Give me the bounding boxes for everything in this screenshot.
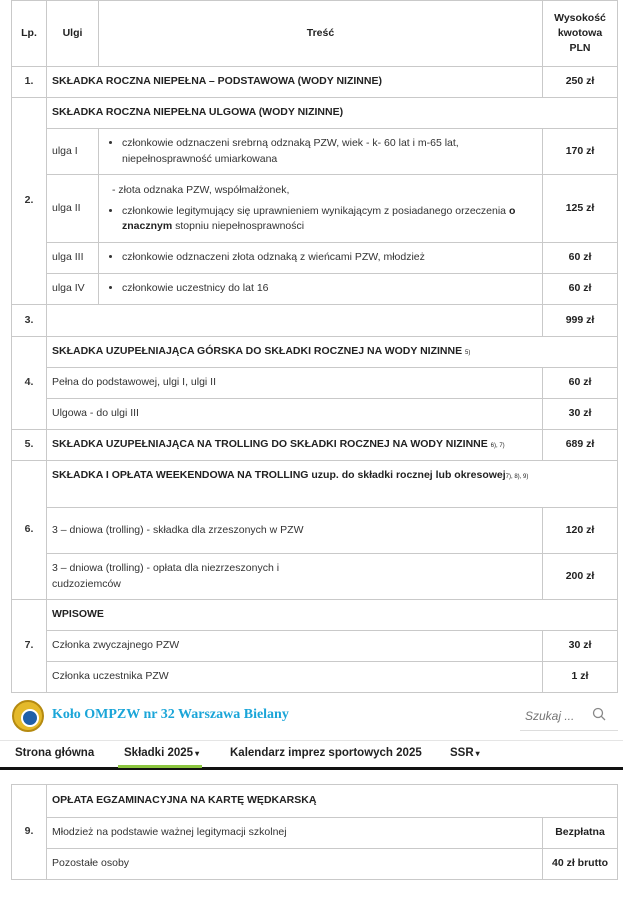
ulga-name: ulga III	[47, 243, 99, 274]
main-nav	[0, 740, 623, 770]
table-row	[12, 554, 618, 600]
ulga-name: ulga IV	[47, 274, 99, 305]
table-row	[12, 129, 618, 175]
table-row	[12, 368, 618, 399]
ulga-bullet: • członkowie odznaczeni złota odznaką z wieńcami PZW, młodzież	[122, 250, 537, 265]
sub-row-text: Pozostałe osoby	[47, 849, 543, 880]
ulga-bullet	[122, 204, 537, 234]
site-header	[0, 694, 623, 790]
nav-item-label: SSR	[450, 747, 474, 759]
table-row	[12, 243, 618, 274]
nav-item-skladki[interactable]	[124, 747, 199, 759]
sub-row-text: Członka zwyczajnego PZW	[47, 631, 543, 662]
table-row	[12, 818, 618, 849]
row-title-text: SKŁADKA UZUPEŁNIAJĄCA GÓRSKA DO SKŁADKI ROCZNEJ NA WODY NIZINNE	[52, 345, 463, 358]
fee-table-continued	[11, 784, 618, 880]
table-row	[12, 849, 618, 880]
row-amount: 689 zł	[543, 430, 618, 461]
ulga-name: ulga II	[47, 175, 99, 243]
table-row	[12, 305, 618, 337]
search-icon[interactable]	[592, 707, 606, 721]
table-header-row	[12, 1, 618, 67]
table-row	[12, 785, 618, 818]
sub-row-text: Młodzież na podstawie ważnej legitymacji szkolnej	[47, 818, 543, 849]
row-title	[47, 430, 543, 461]
row-empty	[47, 305, 543, 337]
row-amount: 170 zł	[543, 129, 618, 175]
table-row	[12, 461, 618, 508]
row-title: WPISOWE	[47, 600, 618, 631]
ulga-name: ulga I	[47, 129, 99, 175]
header-lp: Lp.	[12, 1, 47, 67]
row-amount: 30 zł	[543, 631, 618, 662]
table-row	[12, 274, 618, 305]
row-title: OPŁATA EGZAMINACYJNA NA KARTĘ WĘDKARSKĄ	[47, 785, 618, 818]
sub-row-text: Ulgowa - do ulgi III	[47, 399, 543, 430]
header-ulgi: Ulgi	[47, 1, 99, 67]
ulga-bullet: • członkowie odznaczeni srebrną odznaką PZW, wiek - k- 60 lat i m-65 lat, niepełnosprawność umiarkowana	[122, 136, 537, 166]
row-amount: 30 zł	[543, 399, 618, 430]
ulga-text	[99, 274, 543, 305]
ulga-bullet: • członkowie uczestnicy do lat 16	[122, 281, 537, 296]
sub-row-text: Członka uczestnika PZW	[47, 662, 543, 693]
search-input[interactable]	[525, 709, 585, 723]
row-number: 9.	[12, 785, 47, 880]
row-amount: 999 zł	[543, 305, 618, 337]
chevron-down-icon: ▾	[475, 749, 480, 758]
row-amount: 200 zł	[543, 554, 618, 600]
ulga-text	[99, 175, 543, 243]
table-row	[12, 337, 618, 368]
row-number: 7.	[12, 600, 47, 693]
row-number: 3.	[12, 305, 47, 337]
nav-item-home[interactable]: Strona główna	[15, 747, 95, 759]
ulga-text-part: członkowie legitymujący się uprawnieniem wynikającym z posiadanego orzeczenia	[122, 204, 509, 217]
sub-row-text: 3 – dniowa (trolling) - składka dla zrzeszonych w PZW	[47, 508, 543, 554]
row-amount: 60 zł	[543, 274, 618, 305]
row-title	[47, 461, 618, 508]
ulga-text	[99, 129, 543, 175]
row-amount: 60 zł	[543, 368, 618, 399]
fee-table	[11, 0, 618, 693]
ulga-text	[99, 243, 543, 274]
row-number: 5.	[12, 430, 47, 461]
ulga-text-bold: o znacznym	[122, 204, 516, 233]
site-title[interactable]: Koło OMPZW nr 32 Warszawa Bielany	[52, 707, 289, 722]
footnote-ref: 7), 8), 9)	[505, 474, 529, 480]
row-number: 6.	[12, 461, 47, 600]
row-title-text: SKŁADKA I OPŁATA WEEKENDOWA NA TROLLING uzup. do składki rocznej lub okresowej	[52, 469, 506, 481]
row-amount: 1 zł	[543, 662, 618, 693]
row-number: 4.	[12, 337, 47, 430]
table-row	[12, 662, 618, 693]
row-amount: 125 zł	[543, 175, 618, 243]
row-amount: 250 zł	[543, 67, 618, 98]
table-row	[12, 67, 618, 98]
sub-row-text: Pełna do podstawowej, ulgi I, ulgi II	[47, 368, 543, 399]
row-number: 2.	[12, 98, 47, 305]
row-amount: Bezpłatna	[542, 818, 617, 849]
table-row	[12, 430, 618, 461]
row-number: 1.	[12, 67, 47, 98]
pzw-logo-icon[interactable]	[12, 700, 44, 732]
row-amount: 60 zł	[543, 243, 618, 274]
nav-active-indicator	[118, 765, 202, 768]
table-row	[12, 631, 618, 662]
row-title	[47, 337, 618, 368]
nav-item-kalendarz[interactable]: Kalendarz imprez sportowych 2025	[230, 747, 422, 759]
ulga-text-part: stopniu niepełnosprawności	[172, 220, 305, 233]
table-row	[12, 98, 618, 129]
nav-item-label: Składki 2025	[124, 747, 194, 759]
row-amount: 40 zł brutto	[542, 849, 617, 880]
search-underline	[520, 730, 618, 731]
footnote-ref: 5)	[465, 350, 471, 357]
nav-item-ssr[interactable]	[450, 747, 480, 759]
sub-row-text: 3 – dniowa (trolling) - opłata dla niezrzeszonych i cudzoziemców	[47, 554, 543, 600]
row-title-text: SKŁADKA UZUPEŁNIAJĄCA NA TROLLING DO SKŁADKI ROCZNEJ NA WODY NIZINNE	[52, 438, 488, 451]
row-amount: 120 zł	[543, 508, 618, 554]
table-row	[12, 600, 618, 631]
chevron-down-icon: ▾	[195, 749, 200, 758]
ulga-dash-item: - złota odznaka PZW, współmałżonek,	[112, 183, 290, 196]
table-row	[12, 399, 618, 430]
header-amount: Wysokość kwotowa PLN	[543, 1, 618, 67]
header-tresc: Treść	[99, 1, 543, 67]
row-title: SKŁADKA ROCZNA NIEPEŁNA – PODSTAWOWA (WODY NIZINNE)	[47, 67, 543, 98]
table-row	[12, 175, 618, 243]
row-title: SKŁADKA ROCZNA NIEPEŁNA ULGOWA (WODY NIZINNE)	[47, 98, 618, 129]
table-row	[12, 508, 618, 554]
footnote-ref: 6), 7)	[490, 443, 505, 450]
